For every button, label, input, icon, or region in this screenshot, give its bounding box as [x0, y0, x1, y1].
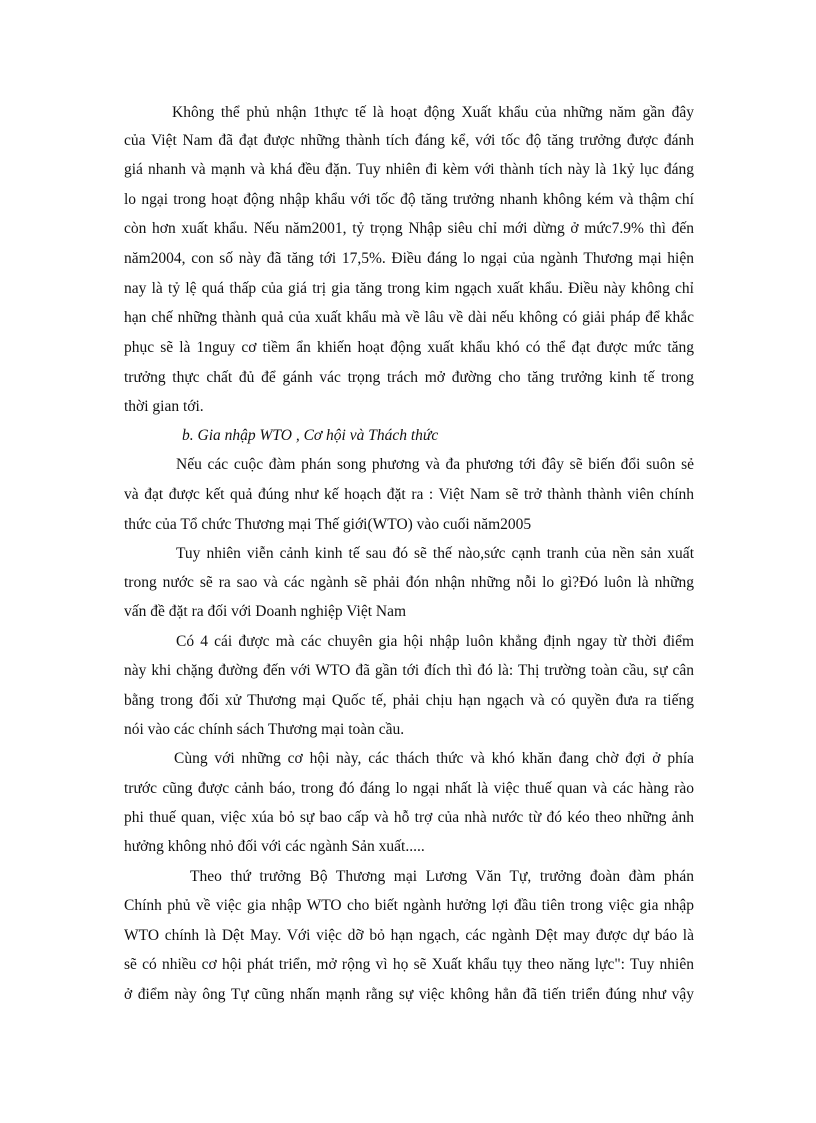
paragraph-1-line: năm2004, con số này đã tăng tới 17,5%. Điều đáng lo ngại của ngành Thương mại hiện [124, 250, 694, 267]
paragraph-3-line: Tuy nhiên viễn cảnh kinh tế sau đó sẽ thế nào,sức cạnh tranh của nền sản xuất [176, 545, 694, 562]
paragraph-1-line: phục sẽ là 1nguy cơ tiềm ẩn khiến hoạt động xuất khẩu khó có thể đạt được mức tăng [124, 339, 694, 356]
paragraph-4-line: nói vào các chính sách Thương mại toàn cầu. [124, 721, 405, 738]
paragraph-1-line: Không thể phủ nhận 1thực tế là hoạt động Xuất khẩu của những năm gần đây [172, 104, 694, 121]
paragraph-4-line: bằng trong đối xử Thương mại Quốc tế, phải chịu hạn ngạch và có quyền đưa ra tiếng [124, 692, 694, 709]
paragraph-6-line: Chính phủ về việc gia nhập WTO cho biết ngành hưởng lợi đầu tiên trong việc gia nhập [124, 897, 694, 914]
paragraph-5-line: Cùng với những cơ hội này, các thách thức và khó khăn đang chờ đợi ở phía [174, 750, 694, 767]
paragraph-4-line: này khi chặng đường đến với WTO đã gần tới đích thì đó là: Thị trường toàn cầu, sự cân [124, 662, 694, 679]
paragraph-2-line: Nếu các cuộc đàm phán song phương và đa phương tới đây sẽ biến đổi suôn sẻ [176, 456, 694, 473]
paragraph-5-line: trước cũng được cảnh báo, trong đó đáng lo ngại nhất là việc thuế quan và các hàng rào [124, 780, 694, 797]
paragraph-1-line: lo ngại trong hoạt động nhập khẩu với tốc độ tăng trưởng nhanh không kém và thậm chí [124, 191, 694, 208]
paragraph-3-line: vấn đề đặt ra đối với Doanh nghiệp Việt Nam [124, 603, 407, 620]
paragraph-1-line: trưởng thực chất đủ để gánh vác trọng trách mở đường cho tăng trưởng kinh tế trong [124, 369, 694, 386]
paragraph-1-line: thời gian tới. [124, 398, 204, 415]
paragraph-6-line: ở điểm này ông Tự cũng nhấn mạnh rằng sự việc không hẳn đã tiến triển đúng như vậy [124, 986, 694, 1003]
paragraph-3-line: trong nước sẽ ra sao và các ngành sẽ phải đón nhận những nỗi lo gì?Đó luôn là những [124, 574, 694, 591]
paragraph-1-line: giá nhanh và mạnh và khá đều đặn. Tuy nhiên đi kèm với thành tích này là 1kỷ lục đáng [124, 161, 694, 178]
paragraph-2-line: và đạt được kết quả đúng như kế hoạch đặt ra : Việt Nam sẽ trở thành thành viên chính [124, 486, 694, 503]
paragraph-5-line: phi thuế quan, việc xúa bỏ sự bao cấp và hỗ trợ của nhà nước từ đó kéo theo những ảnh [124, 809, 694, 826]
paragraph-1-line: còn hơn xuất khẩu. Nếu năm2001, tỷ trọng Nhập siêu chỉ mới dừng ở mức7.9% thì đến [124, 220, 694, 237]
paragraph-4-line: Có 4 cái được mà các chuyên gia hội nhập luôn khẳng định ngay từ thời điểm [176, 633, 694, 650]
paragraph-1-line: nay là tỷ lệ quá thấp của giá trị gia tăng trong kim ngạch xuất khẩu. Điều này không chỉ [124, 280, 694, 297]
paragraph-1-line: của Việt Nam đã đạt được những thành tích đáng kể, với tốc độ tăng trưởng được đánh [124, 132, 694, 149]
paragraph-5-line: hưởng không nhỏ đối với các ngành Sản xuất..... [124, 838, 425, 855]
paragraph-1-line: hạn chế những thành quả của xuất khẩu mà về lâu về dài nếu không có giải pháp để khắc [124, 309, 694, 326]
paragraph-6-line: WTO chính là Dệt May. Với việc dỡ bỏ hạn ngạch, các ngành Dệt may được dự báo là [124, 927, 694, 944]
paragraph-6-line: Theo thứ trưởng Bộ Thương mại Lương Văn Tự, trưởng đoàn đàm phán [190, 868, 694, 885]
paragraph-6-line: sẽ có nhiều cơ hội phát triển, mở rộng vì họ sẽ Xuất khẩu tụy theo năng lực": Tuy nhiên [124, 956, 694, 973]
section-heading: b. Gia nhập WTO , Cơ hội và Thách thức [182, 427, 439, 444]
paragraph-2-line: thức của Tổ chức Thương mại Thế giới(WTO) vào cuối năm2005 [124, 516, 532, 533]
